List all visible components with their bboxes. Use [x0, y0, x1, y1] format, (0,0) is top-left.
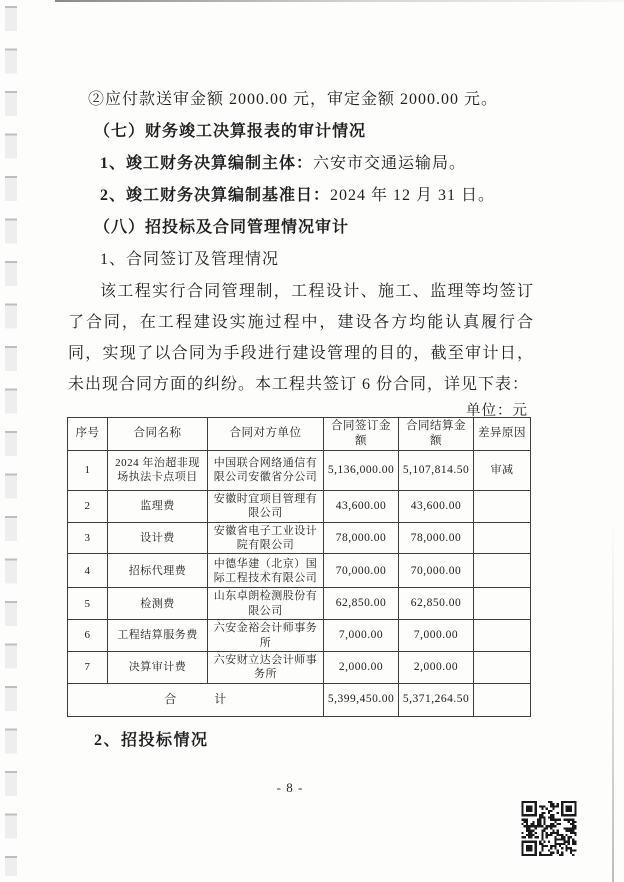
cell-contract-name: 工程结算服务费: [108, 620, 208, 652]
cell-counterparty: 山东卓朗检测股份有限公司: [208, 588, 324, 620]
cell-settled-amount: 70,000.00: [399, 554, 474, 588]
unit-label: 单位：元: [466, 403, 528, 419]
cell-difference: [474, 522, 531, 554]
paragraph-payment: ②应付款送审金额 2000.00 元，审定金额 2000.00 元。: [88, 91, 499, 108]
item-contract-management: 1、合同签订及管理情况: [100, 251, 280, 268]
cell-total-signed-amount: 5,399,450.00: [324, 683, 399, 716]
col-header-contract-name: 合同名称: [108, 418, 208, 451]
cell-total-settled-amount: 5,371,264.50: [399, 683, 474, 716]
table-row: [68, 490, 531, 522]
cell-counterparty: 安徽省电子工业设计院有限公司: [208, 522, 324, 554]
cell-signed-amount: 43,600.00: [324, 490, 399, 522]
cell-contract-name: 监理费: [108, 490, 208, 522]
cell-settled-amount: 5,107,814.50: [399, 450, 474, 490]
cell-settled-amount: 43,600.00: [399, 490, 474, 522]
cell-total-difference: [474, 683, 531, 716]
cell-seq: 6: [68, 620, 108, 652]
cell-settled-amount: 7,000.00: [399, 620, 474, 652]
cell-contract-name: 决算审计费: [108, 652, 208, 684]
item-compile-subject-label: 1、竣工财务决算编制主体：: [100, 155, 314, 172]
cell-contract-name: 检测费: [108, 588, 208, 620]
col-header-signed-amount: 合同签订金额: [324, 418, 399, 451]
paragraph-contract-management: 该工程实行合同管理制，工程设计、施工、监理等均签订了合同，在工程建设实施过程中，建设各方均能认真履行合同，实现了以合同为手段进行建设管理的目的，截至审计日，未出现合同方面的纠纷。本工程共签订 6 份合同，详见下表：: [68, 283, 534, 393]
cell-seq: 2: [68, 490, 108, 522]
cell-total-label: 合 计: [68, 683, 324, 716]
table-row: [68, 522, 531, 554]
table-row: [68, 554, 531, 588]
cell-seq: 7: [68, 652, 108, 684]
scan-top-edge: [55, 0, 624, 2]
cell-signed-amount: 5,136,000.00: [324, 450, 399, 490]
cell-difference: [474, 554, 531, 588]
cell-seq: 4: [68, 554, 108, 588]
cell-counterparty: 安徽时宜项目管理有限公司: [208, 490, 324, 522]
table-row: [68, 450, 531, 490]
page-number: - 8 -: [276, 780, 304, 795]
item-compile-subject-value: 六安市交通运输局。: [313, 155, 467, 172]
cell-signed-amount: 70,000.00: [324, 554, 399, 588]
cell-seq: 3: [68, 522, 108, 554]
cell-difference: [474, 620, 531, 652]
cell-contract-name: 招标代理费: [108, 554, 208, 588]
heading-section-eight: （八）招投标及合同管理情况审计: [94, 219, 350, 236]
cell-counterparty: 六安财立达会计师事务所: [208, 652, 324, 684]
col-header-counterparty: 合同对方单位: [208, 418, 324, 451]
cell-signed-amount: 62,850.00: [324, 588, 399, 620]
table-total-row: [68, 683, 531, 716]
cell-difference: 审减: [474, 450, 531, 490]
heading-bidding: 2、招投标情况: [94, 732, 209, 749]
table-row: [68, 620, 531, 652]
cell-difference: [474, 588, 531, 620]
cell-counterparty: 中德华建（北京）国际工程技术有限公司: [208, 554, 324, 588]
cell-signed-amount: 2,000.00: [324, 652, 399, 684]
cell-seq: 5: [68, 588, 108, 620]
cell-settled-amount: 78,000.00: [399, 522, 474, 554]
item-base-date-label: 2、竣工财务决算编制基准日：: [100, 187, 331, 204]
item-base-date-value: 2024 年 12 月 31 日。: [330, 187, 496, 204]
cell-contract-name: 设计费: [108, 522, 208, 554]
item-compile-subject: [68, 148, 534, 180]
body-text: [68, 84, 534, 420]
cell-signed-amount: 7,000.00: [324, 620, 399, 652]
cell-settled-amount: 2,000.00: [399, 652, 474, 684]
table-row: [68, 588, 531, 620]
table-header-row: [68, 418, 531, 451]
cell-counterparty: 中国联合网络通信有限公司安徽省分公司: [208, 450, 324, 490]
heading-section-seven: （七）财务竣工决算报表的审计情况: [94, 123, 367, 140]
col-header-seq: 序号: [68, 418, 108, 451]
table-row: [68, 652, 531, 684]
cell-settled-amount: 62,850.00: [399, 588, 474, 620]
binding-holes: [5, 6, 17, 876]
cell-contract-name: 2024 年治超非现场执法卡点项目: [108, 450, 208, 490]
cell-seq: 1: [68, 450, 108, 490]
cell-difference: [474, 490, 531, 522]
cell-signed-amount: 78,000.00: [324, 522, 399, 554]
qr-code: [521, 801, 577, 856]
cell-difference: [474, 652, 531, 684]
cell-counterparty: 六安金裕会计师事务所: [208, 620, 324, 652]
scan-right-edge: [612, 520, 614, 882]
item-base-date: [68, 180, 534, 212]
contracts-table: [67, 417, 531, 717]
col-header-settled-amount: 合同结算金额: [399, 418, 474, 451]
col-header-difference: 差异原因: [474, 418, 531, 451]
